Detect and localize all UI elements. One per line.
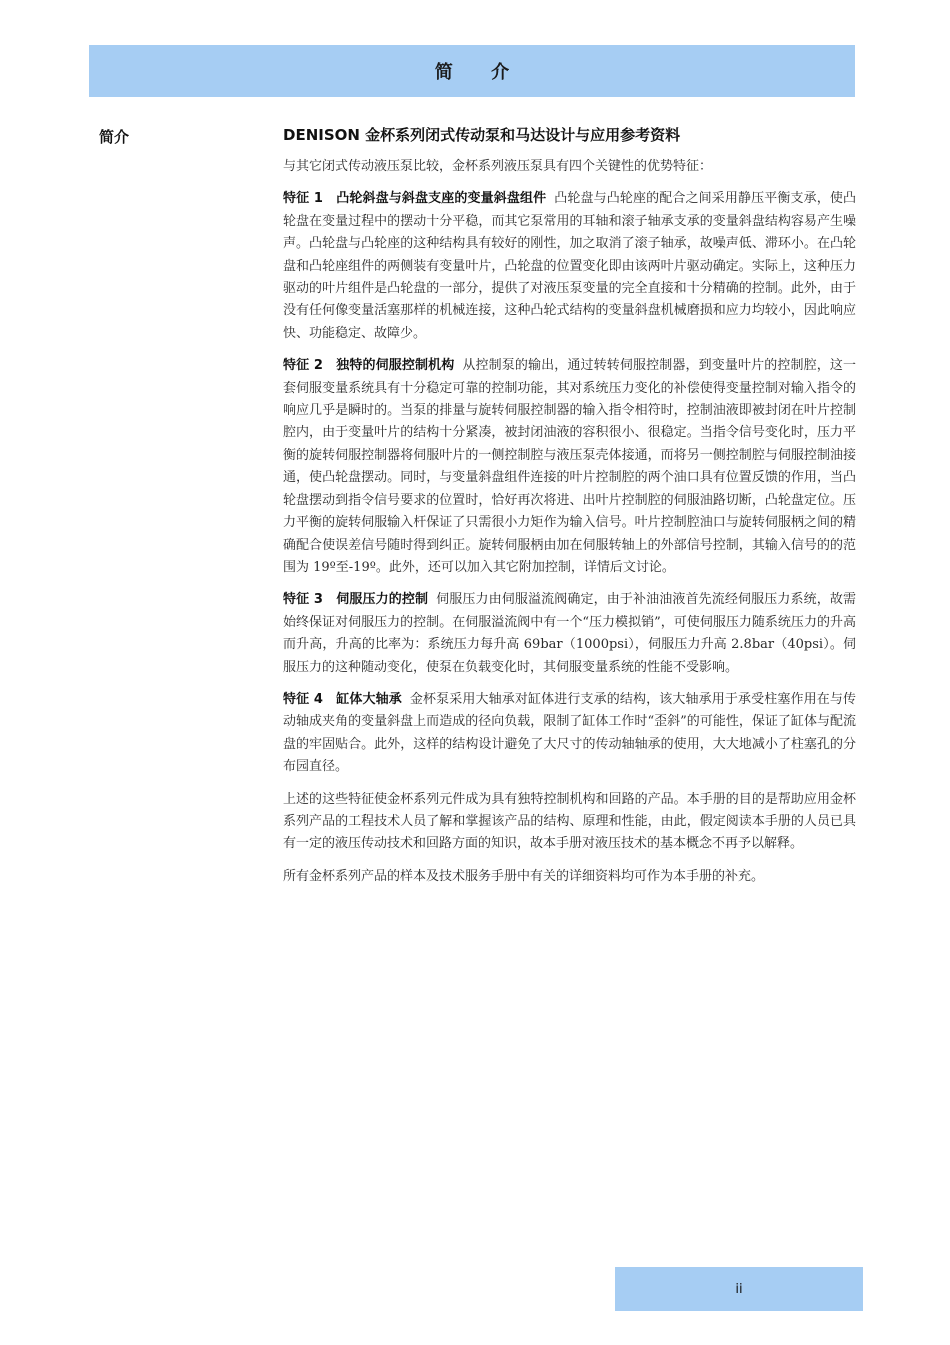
document-title: DENISON 金杯系列闭式传动泵和马达设计与应用参考资料	[283, 126, 681, 144]
feature-1-text: 凸轮盘与凸轮座的配合之间采用静压平衡支承，使凸轮盘在变量过程中的摆动十分平稳，而其它泵常用的耳轴和滚子轴承支承的变量斜盘结构容易产生噪声。凸轮盘与凸轮座的这种结构具有较好的刚性，加之取消了滚子轴承，故噪声低、滞环小。在凸轮盘和凸轮座组件的两侧装有变量叶片，凸轮盘的位置变化即由该两叶片驱动确定。实际上，这种压力驱动的叶片组件是凸轮盘的一部分，提供了对液压泵变量的完全直接和十分精确的控制。此外，由于没有任何像变量活塞那样的机械连接，这种凸轮式结构的变量斜盘机械磨损和应力均较小，因此响应快、功能稳定、故障少。	[283, 191, 856, 341]
feature-4-paragraph	[283, 689, 856, 779]
feature-1-paragraph	[283, 188, 856, 345]
feature-1-label: 特征 1 凸轮斜盘与斜盘支座的变量斜盘组件	[283, 191, 547, 207]
page-number-box	[615, 1267, 863, 1311]
feature-2-paragraph	[283, 355, 856, 579]
feature-2-text: 从控制泵的输出，通过转转伺服控制器，到变量叶片的控制腔，这一套伺服变量系统具有十分稳定可靠的控制功能，其对系统压力变化的补偿使得变量控制对输入指令的响应几乎是瞬时的。当泵的排量与旋转伺服控制器的输入指令相符时，控制油液即被封闭在叶片控制腔内，由于变量叶片的结构十分紧凑，被封闭油液的容积很小、很稳定。当指令信号变化时，压力平衡的旋转伺服控制器将伺服叶片的一侧控制腔与液压泵壳体接通，而将另一侧控制腔与伺服控制油接通，使凸轮盘摆动。同时，与变量斜盘组件连接的叶片控制腔的两个油口具有位置反馈的作用，当凸轮盘摆动到指令信号要求的位置时，恰好再次将进、出叶片控制腔的伺服油路切断，凸轮盘定位。压力平衡的旋转伺服输入杆保证了只需很小力矩作为输入信号。叶片控制腔油口与旋转伺服柄之间的精确配合使误差信号随时得到纠正。旋转伺服柄由加在伺服转轴上的外部信号控制，其输入信号的的范围为 19º至-19º。此外，还可以加入其它附加控制，详情后文讨论。	[283, 358, 856, 575]
closing-paragraph-2: 所有金杯系列产品的样本及技术服务手册中有关的详细资料均可作为本手册的补充。	[283, 868, 765, 884]
feature-3-text: 伺服压力由伺服溢流阀确定，由于补油油液首先流经伺服压力系统，故需始终保证对伺服压力的控制。在伺服溢流阀中有一个“压力模拟销”，可使伺服压力随系统压力的升高而升高，升高的比率为：系统压力每升高 69bar（1000psi），伺服压力升高 2.8bar（40psi）。伺服压力的这种随动变化，使泵在负载变化时，其伺服变量系统的性能不受影响。	[283, 592, 856, 675]
section-label: 简介	[99, 128, 130, 146]
header-bar	[89, 45, 855, 97]
feature-4-label: 特征 4 缸体大轴承	[283, 691, 402, 707]
closing-paragraph-1: 上述的这些特征使金杯系列元件成为具有独特控制机构和回路的产品。本手册的目的是帮助应用金杯系列产品的工程技术人员了解和掌握该产品的结构、原理和性能，由此，假定阅读本手册的人员已具有一定的液压传动技术和回路方面的知识，故本手册对液压技术的基本概念不再予以解释。	[283, 791, 856, 852]
feature-4-text: 金杯泵采用大轴承对缸体进行支承的结构，该大轴承用于承受柱塞作用在与传动轴成夹角的变量斜盘上而造成的径向负载，限制了缸体工作时“歪斜”的可能性，保证了缸体与配流盘的牢固贴合。此外，这样的结构设计避免了大尺寸的传动轴轴承的使用，大大地减小了柱塞孔的分布园直径。	[283, 691, 856, 775]
feature-3-paragraph	[283, 589, 856, 679]
page-title: 简 介	[434, 62, 526, 83]
intro-paragraph: 与其它闭式传动液压泵比较，金杯系列液压泵具有四个关键性的优势特征：	[283, 159, 713, 174]
main-content	[283, 124, 856, 898]
feature-3-label: 特征 3 伺服压力的控制	[283, 592, 429, 608]
page-number: ii	[735, 1281, 743, 1297]
feature-2-label: 特征 2 独特的伺服控制机构	[283, 358, 455, 374]
